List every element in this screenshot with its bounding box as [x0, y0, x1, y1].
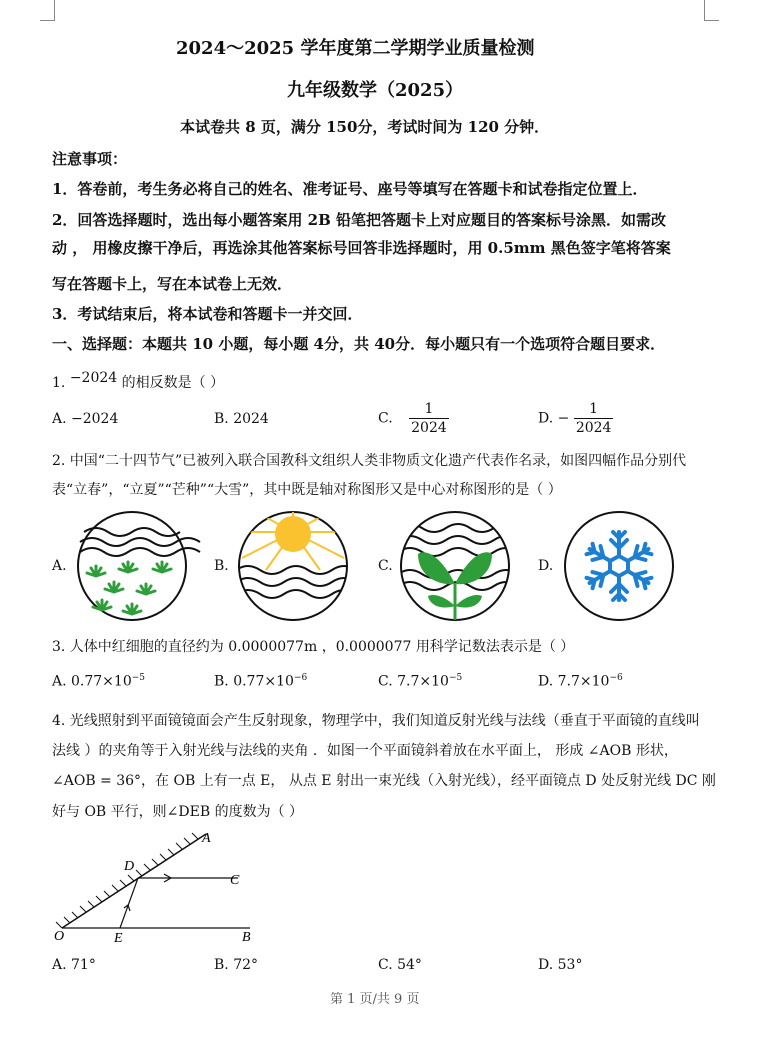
q4-stem-line2: 法线 ）的夹角等于入射光线与法线的夹角 ．如图一个平面镜斜着放在水平面上， 形成 ∠AOB 形状，	[52, 743, 678, 759]
section-1-heading: 一、选择题：本题共 10 小题，每小题 4分，共 40分．每小题只有一个选项符合题目要求．	[52, 335, 666, 353]
q1-c-numerator: 1	[424, 401, 434, 417]
note-1: 1．答卷前，考生务必将自己的姓名、准考证号、座号等填写在答题卡和试卷指定位置上．	[52, 180, 648, 198]
label-D: D	[124, 859, 135, 874]
q3-option-d	[538, 673, 623, 690]
q1-stem	[52, 372, 224, 392]
notes-heading: 注意事项：	[52, 150, 128, 168]
exam-info: 本试卷共 8 页，满分 150分，考试时间为 120 分钟．	[180, 118, 550, 136]
q3-option-a	[52, 673, 145, 690]
q3-option-c	[378, 673, 462, 690]
exam-subtitle: 九年级数学（2025）	[287, 80, 464, 101]
mirror-hatching	[56, 833, 198, 928]
q3-a-base: A. 0.77×10	[52, 673, 132, 690]
q2-stem-line2: 表“立春”，“立夏”“芒种”“大雪”，其中既是轴对称图形又是中心对称图形的是（ ）	[52, 482, 562, 498]
label-E: E	[114, 931, 123, 946]
q2-option-b-label: B.	[214, 558, 229, 574]
q3-b-exponent: −6	[293, 673, 308, 683]
note-2-line3: 写在答题卡上，写在本试卷上无效．	[52, 275, 293, 293]
q1-option-d-label: D. −	[538, 410, 570, 427]
q1-option-d-fraction	[574, 400, 614, 437]
exam-title: 2024～2025 学年度第二学期学业质量检测	[176, 38, 535, 59]
spring-figure	[76, 510, 188, 622]
q1-c-denominator: 2024	[411, 420, 447, 436]
q3-option-b	[214, 673, 307, 690]
q4-stem-line3: ∠AOB = 36°，在 OB 上有一点 E， 从点 E 射出一束光线（入射光线），经平面镜点 D 处反射光线 DC 刚	[52, 773, 716, 789]
note-2-line1: 2．回答选择题时，选出每小题答案用 2B 铅笔把答题卡上对应题目的答案标号涂黑．如需改	[52, 211, 667, 229]
label-B: B	[242, 930, 251, 945]
q1-option-c-label: C.	[378, 410, 393, 427]
q3-b-base: B. 0.77×10	[214, 673, 294, 690]
q2-option-c-label: C.	[378, 558, 393, 574]
note-3: 3．考试结束后，将本试卷和答题卡一并交回．	[52, 305, 363, 323]
q4-option-d: D. 53°	[538, 957, 583, 973]
q3-a-exponent: −5	[131, 673, 146, 683]
q4-stem-line1: 4. 光线照射到平面镜镜面会产生反射现象，物理学中，我们知道反射光线与法线（垂直于平面镜的直线叫	[52, 713, 700, 729]
q1-d-numerator: 1	[589, 401, 599, 417]
q3-d-base: D. 7.7×10	[538, 673, 610, 690]
q4-option-c: C. 54°	[378, 957, 422, 973]
q1-option-c	[378, 400, 449, 437]
q1-number: 1.	[52, 375, 66, 391]
label-A: A	[202, 831, 211, 846]
q4-stem-line4: 好与 OB 平行，则∠DEB 的度数为（ ）	[52, 804, 304, 820]
q1-expression: −2024	[69, 370, 118, 386]
q2-stem-line1: 2. 中国“二十四节气”已被列入联合国教科文组织人类非物质文化遗产代表作名录，如图四幅作品分别代	[52, 453, 687, 469]
q1-d-denominator: 2024	[575, 420, 612, 436]
page-footer: 第 1 页/共 9 页	[330, 992, 420, 1007]
q4-option-b: B. 72°	[214, 957, 259, 973]
crop-mark-left	[40, 0, 55, 21]
q1-option-c-fraction	[409, 400, 449, 437]
mirror-diagram	[50, 828, 270, 948]
q2-option-a-label: A.	[52, 558, 67, 574]
label-O: O	[54, 929, 65, 944]
crop-mark-right	[704, 0, 719, 21]
grain-in-ear-figure	[398, 510, 512, 622]
note-2-line2: 动 ， 用橡皮擦干净后，再选涂其他答案标号回答非选择题时，用 0.5mm 黑色签字笔将答案	[52, 239, 671, 257]
q4-option-a: A. 71°	[52, 957, 96, 973]
q2-option-d-label: D.	[538, 558, 554, 574]
q1-question: 的相反数是（ ）	[121, 375, 225, 391]
q3-stem: 3. 人体中红细胞的直径约为 0.0000077m ，0.0000077 用科学记数法表示是（ ）	[52, 639, 575, 655]
summer-figure	[236, 510, 350, 622]
q3-d-exponent: −6	[609, 673, 623, 683]
q1-option-b: B. 2024	[214, 411, 269, 427]
q1-option-a: A. −2024	[52, 411, 119, 427]
snow-figure	[562, 510, 676, 622]
label-C: C	[230, 873, 240, 888]
q3-c-exponent: −5	[448, 673, 463, 683]
q3-c-base: C. 7.7×10	[378, 673, 449, 690]
q1-option-d	[538, 400, 613, 437]
